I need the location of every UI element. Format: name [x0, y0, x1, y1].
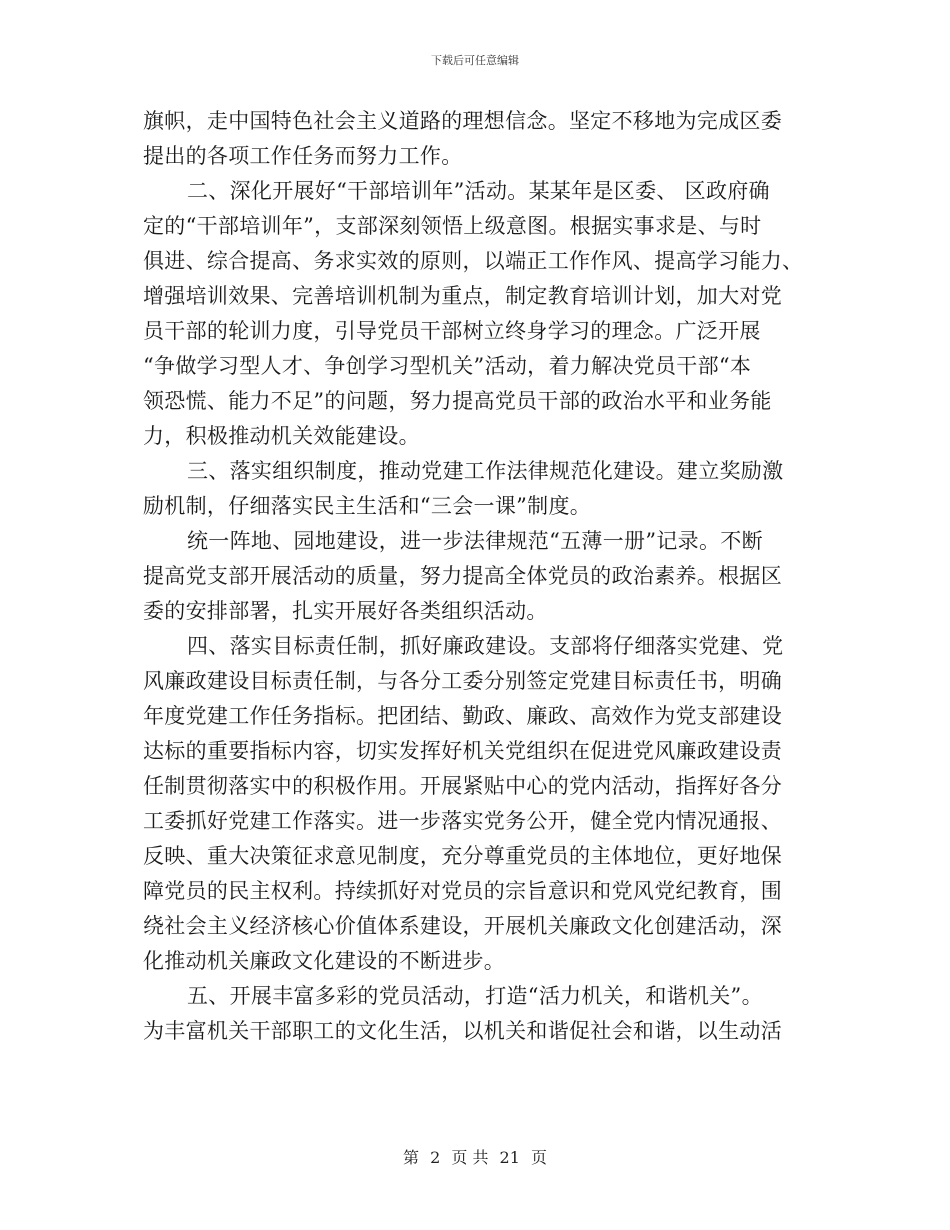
text-line: 三、落实组织制度，推动党建工作法律规范化建设。建立奖励激 — [187, 459, 784, 483]
text-line: “争做学习型人才、争创学习型机关”活动，着力解决党员干部“本 — [143, 354, 752, 378]
text-line: 提出的各项工作任务而努力工作。 — [143, 144, 463, 168]
text-line: 风廉政建设目标责任制，与各分工委分别签定党建目标责任书，明确 — [143, 669, 782, 693]
page-header: 下载后可任意编辑 — [431, 54, 519, 67]
text-line: 任制贯彻落实中的积极作用。开展紧贴中心的党内活动，指挥好各分 — [143, 774, 782, 798]
text-line: 委的安排部署，扎实开展好各类组织活动。 — [143, 599, 548, 623]
text-line: 反映、重大决策征求意见制度，充分尊重党员的主体地位，更好地保 — [143, 844, 782, 868]
text-line: 绕社会主义经济核心价值体系建设，开展机关廉政文化创建活动，深 — [143, 914, 782, 938]
total-page-count: 21 — [499, 1148, 520, 1167]
current-page-number: 2 — [430, 1148, 441, 1167]
footer-middle: 页 共 — [451, 1148, 489, 1167]
text-line: 俱进、综合提高、务求实效的原则，以端正工作作风、提高学习能力、 — [143, 249, 804, 273]
text-line: 员干部的轮训力度，引导党员干部树立终身学习的理念。广泛开展 — [143, 319, 761, 343]
text-line: 化推动机关廉政文化建设的不断进步。 — [143, 949, 506, 973]
text-line: 定的“干部培训年”，支部深刻领悟上级意图。根据实事求是、与时 — [143, 214, 762, 238]
text-line: 励机制，仔细落实民主生活和“三会一课”制度。 — [143, 494, 592, 518]
text-line: 增强培训效果、完善培训机制为重点，制定教育培训计划，加大对党 — [143, 284, 782, 308]
text-line: 达标的重要指标内容，切实发挥好机关党组织在促进党风廉政建设责 — [143, 739, 782, 763]
text-line: 领恐慌、能力不足”的问题，努力提高党员干部的政治水平和业务能 — [143, 389, 772, 413]
footer-suffix: 页 — [531, 1148, 548, 1167]
text-line: 为丰富机关干部职工的文化生活，以机关和谐促社会和谐，以生动活 — [143, 1019, 782, 1043]
page-footer — [0, 1145, 950, 1168]
text-line: 五、开展丰富多彩的党员活动，打造“活力机关，和谐机关”。 — [187, 984, 763, 1008]
text-line: 四、落实目标责任制，抓好廉政建设。支部将仔细落实党建、党 — [187, 634, 784, 658]
text-line: 旗帜，走中国特色社会主义道路的理想信念。坚定不移地为完成区委 — [143, 109, 782, 133]
text-line: 年度党建工作任务指标。把团结、勤政、廉政、高效作为党支部建设 — [143, 704, 782, 728]
document-body — [143, 104, 811, 1049]
text-line: 力，积极推动机关效能建设。 — [143, 424, 420, 448]
footer-prefix: 第 — [402, 1148, 419, 1167]
text-line: 障党员的民主权利。持续抓好对党员的宗旨意识和党风党纪教育，围 — [143, 879, 782, 903]
text-line: 统一阵地、园地建设，进一步法律规范“五薄一册”记录。不断 — [187, 529, 763, 553]
text-line: 工委抓好党建工作落实。进一步落实党务公开，健全党内情况通报、 — [143, 809, 782, 833]
text-line: 提高党支部开展活动的质量，努力提高全体党员的政治素养。根据区 — [143, 564, 782, 588]
text-line: 二、深化开展好“干部培训年”活动。某某年是区委、 区政府确 — [187, 179, 770, 203]
